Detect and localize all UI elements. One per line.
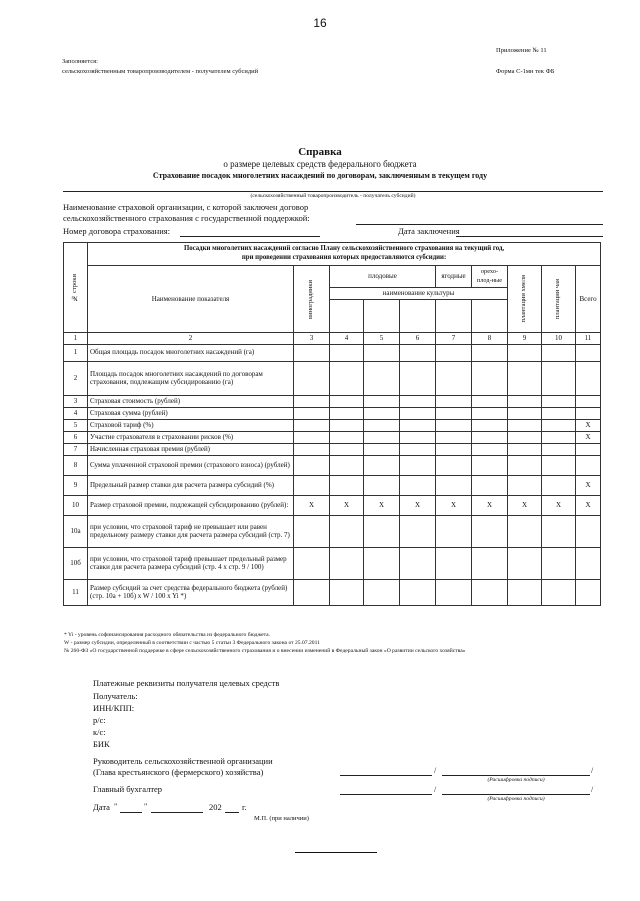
row-number: 10 (64, 495, 88, 515)
table-row (64, 515, 601, 547)
accountant-decode-field[interactable] (442, 794, 590, 795)
insurer-label: Наименование страховой организации, с которой заключен договор (63, 202, 309, 212)
value-cell[interactable] (436, 547, 472, 579)
value-cell[interactable] (472, 515, 508, 547)
value-cell[interactable] (294, 344, 330, 361)
value-cell[interactable] (364, 443, 400, 455)
value-cell[interactable] (364, 455, 400, 475)
value-cell[interactable] (542, 395, 576, 407)
footnotes: * Yi - уровень софинансирования расходного обязательства из федерального бюджета. W - размер субсидии, определенный в соответствии с частью 5 статьи 3 Федерального закона от 25.07.2011 № 260-ФЗ «О государственной поддержке в сфере сельскохозяйственного страхования и о внесении изменений в Федеральный закон «О развитии сельского хозяйства» (64, 632, 466, 654)
value-cell[interactable] (576, 361, 601, 395)
row-indicator-name: Размер страховой премии, подлежащей субсидированию (рублей): (88, 495, 294, 515)
crop-cell[interactable] (436, 300, 472, 333)
value-cell[interactable] (542, 443, 576, 455)
row-number: 11 (64, 579, 88, 605)
subsidy-table (63, 242, 601, 606)
row-number: 5 (64, 419, 88, 431)
row-indicator-name: Участие страхователя в страховании рисков (%) (88, 431, 294, 443)
crop-cell[interactable] (330, 300, 364, 333)
row-number: 10а (64, 515, 88, 547)
column-number: 3 (294, 333, 330, 345)
row-number: 2 (64, 361, 88, 395)
not-applicable-mark: X (472, 495, 508, 515)
crop-cell[interactable] (364, 300, 400, 333)
head-decode-field[interactable] (442, 775, 590, 776)
value-cell[interactable] (436, 579, 472, 605)
row-number: 3 (64, 395, 88, 407)
value-cell[interactable] (330, 515, 364, 547)
table-row (64, 443, 601, 455)
value-cell[interactable] (400, 579, 436, 605)
column-number: 11 (576, 333, 601, 345)
document-subtitle-2: Страхование посадок многолетних насаждений по договорам, заключенным в текущем году (152, 171, 488, 180)
not-applicable-mark: X (364, 495, 400, 515)
contract-date-field[interactable] (456, 236, 603, 237)
row-indicator-name: Страховой тариф (%) (88, 419, 294, 431)
table-row (64, 547, 601, 579)
value-cell[interactable] (330, 361, 364, 395)
value-cell[interactable] (400, 361, 436, 395)
value-cell[interactable] (364, 395, 400, 407)
document-title: Справка (298, 146, 342, 158)
table-row (64, 495, 601, 515)
value-cell[interactable] (472, 443, 508, 455)
col-nut: орехо-плод-ные (472, 266, 508, 288)
value-cell[interactable] (330, 547, 364, 579)
value-cell[interactable] (436, 344, 472, 361)
value-cell[interactable] (508, 515, 542, 547)
value-cell[interactable] (472, 455, 508, 475)
quote-open: " (114, 802, 118, 811)
table-row (64, 475, 601, 495)
recipient-caption: (сельскохозяйственный товаропроизводитель - получатель субсидий) (250, 193, 416, 199)
value-cell[interactable] (436, 455, 472, 475)
value-cell[interactable] (508, 579, 542, 605)
row-number: 1 (64, 344, 88, 361)
value-cell[interactable] (330, 407, 364, 419)
date-day-field[interactable] (120, 812, 142, 813)
row-indicator-name: при условии, что страховой тариф не превышает или равен предельному размеру ставки для расчета размера субсидий (стр. 7) (88, 515, 294, 547)
table-row (64, 431, 601, 443)
value-cell[interactable] (330, 475, 364, 495)
column-number: 9 (508, 333, 542, 345)
contract-number-field[interactable] (180, 236, 320, 237)
value-cell[interactable] (508, 443, 542, 455)
crop-cell[interactable] (472, 300, 508, 333)
value-cell[interactable] (436, 407, 472, 419)
accountant-decode-caption: (Расшифровка подписи) (487, 796, 545, 802)
not-applicable-mark: X (294, 495, 330, 515)
row-indicator-name: при условии, что страховой тариф превышает предельный размер ставки для расчета размера субсидий (стр. 4 x стр. 9 / 100) (88, 547, 294, 579)
value-cell[interactable] (436, 361, 472, 395)
value-cell[interactable] (436, 419, 472, 431)
value-cell[interactable] (472, 344, 508, 361)
value-cell[interactable] (472, 407, 508, 419)
row-number: 10б (64, 547, 88, 579)
value-cell[interactable] (508, 407, 542, 419)
value-cell[interactable] (330, 579, 364, 605)
not-applicable-mark: X (576, 475, 601, 495)
value-cell[interactable] (294, 361, 330, 395)
value-cell[interactable] (364, 431, 400, 443)
not-applicable-mark: X (576, 419, 601, 431)
value-cell[interactable] (436, 443, 472, 455)
value-cell[interactable] (330, 443, 364, 455)
value-cell[interactable] (542, 455, 576, 475)
value-cell[interactable] (400, 407, 436, 419)
value-cell[interactable] (294, 547, 330, 579)
value-cell[interactable] (364, 419, 400, 431)
column-number: 2 (88, 333, 294, 345)
value-cell[interactable] (364, 344, 400, 361)
value-cell[interactable] (330, 455, 364, 475)
column-number: 6 (400, 333, 436, 345)
table-row (64, 361, 601, 395)
value-cell[interactable] (542, 475, 576, 495)
page-number: 16 (313, 16, 327, 30)
value-cell[interactable] (364, 547, 400, 579)
col-fruit: плодовые (330, 266, 436, 288)
value-cell[interactable] (400, 443, 436, 455)
insurer-label-2: сельскохозяйственного страхования с государственной поддержкой: (63, 213, 310, 223)
row-indicator-name: Площадь посадок многолетних насаждений по договорам страхования, подлежащим субсидированию (га) (88, 361, 294, 395)
col-vineyards: виноградники (294, 266, 330, 333)
date-year-suffix: г. (242, 802, 247, 812)
value-cell[interactable] (576, 443, 601, 455)
value-cell[interactable] (436, 515, 472, 547)
value-cell[interactable] (472, 547, 508, 579)
value-cell[interactable] (508, 475, 542, 495)
col-indicator: Наименование показателя (88, 266, 294, 333)
bottom-rule (295, 852, 377, 853)
value-cell[interactable] (542, 407, 576, 419)
row-indicator-name: Сумма уплаченной страховой премии (страхового взноса) (рублей) (88, 455, 294, 475)
row-number: 7 (64, 443, 88, 455)
col-hops: плантации хмеля (508, 266, 542, 333)
col-tea: плантации чая (542, 266, 576, 333)
table-header-top: Посадки многолетних насаждений согласно Плану сельскохозяйственного страхования на текущий год, при проведении страхования которых предоставляются субсидии: (88, 243, 601, 266)
not-applicable-mark: X (400, 495, 436, 515)
value-cell[interactable] (294, 455, 330, 475)
not-applicable-mark: X (330, 495, 364, 515)
value-cell[interactable] (294, 579, 330, 605)
requisites-rs: р/с: (93, 715, 106, 725)
value-cell[interactable] (472, 419, 508, 431)
value-cell[interactable] (508, 419, 542, 431)
value-cell[interactable] (294, 515, 330, 547)
table-row (64, 419, 601, 431)
stamp-label: М.П. (при наличии) (254, 815, 309, 822)
requisites-ks: к/с: (93, 727, 106, 737)
row-indicator-name: Общая площадь посадок многолетних насаждений (га) (88, 344, 294, 361)
head-decode-caption: (Расшифровка подписи) (487, 777, 545, 783)
value-cell[interactable] (400, 455, 436, 475)
value-cell[interactable] (508, 395, 542, 407)
value-cell[interactable] (400, 547, 436, 579)
value-cell[interactable] (294, 395, 330, 407)
value-cell[interactable] (576, 344, 601, 361)
value-cell[interactable] (330, 395, 364, 407)
requisites-bik: БИК (93, 739, 110, 749)
value-cell[interactable] (400, 419, 436, 431)
form-code: Форма С-1мн тек ФБ (496, 68, 555, 75)
row-number: 6 (64, 431, 88, 443)
filled-by-label: Заполняется: (62, 58, 98, 65)
column-number: 5 (364, 333, 400, 345)
value-cell[interactable] (576, 407, 601, 419)
value-cell[interactable] (294, 419, 330, 431)
value-cell[interactable] (400, 475, 436, 495)
slash: / (591, 785, 594, 794)
slash: / (434, 785, 437, 794)
requisites-inn: ИНН/КПП: (93, 703, 135, 713)
value-cell[interactable] (542, 419, 576, 431)
value-cell[interactable] (508, 431, 542, 443)
value-cell[interactable] (542, 579, 576, 605)
value-cell[interactable] (400, 344, 436, 361)
accountant-signature-field[interactable] (340, 794, 432, 795)
not-applicable-mark: X (576, 431, 601, 443)
table-row (64, 344, 601, 361)
not-applicable-mark: X (576, 495, 601, 515)
date-label: Дата (93, 802, 110, 812)
row-indicator-name: Страховая сумма (рублей) (88, 407, 294, 419)
value-cell[interactable] (294, 443, 330, 455)
table-row (64, 407, 601, 419)
value-cell[interactable] (294, 407, 330, 419)
value-cell[interactable] (364, 579, 400, 605)
value-cell[interactable] (576, 579, 601, 605)
value-cell[interactable] (330, 431, 364, 443)
insurer-field[interactable] (356, 224, 603, 225)
table-row (64, 455, 601, 475)
table-row (64, 395, 601, 407)
crop-cell[interactable] (400, 300, 436, 333)
requisites-recipient: Получатель: (93, 691, 138, 701)
date-year-field[interactable] (225, 812, 239, 813)
recipient-line[interactable] (63, 191, 603, 192)
value-cell[interactable] (364, 475, 400, 495)
row-indicator-name: Начисленная страховая премия (рублей) (88, 443, 294, 455)
value-cell[interactable] (542, 431, 576, 443)
value-cell[interactable] (330, 419, 364, 431)
filled-by-value: сельскохозяйственным товаропроизводителем - получателем субсидий (62, 68, 259, 75)
value-cell[interactable] (436, 431, 472, 443)
col-crop-name: наименование культуры (330, 288, 508, 300)
value-cell[interactable] (436, 475, 472, 495)
value-cell[interactable] (472, 361, 508, 395)
column-number: 4 (330, 333, 364, 345)
value-cell[interactable] (472, 431, 508, 443)
value-cell[interactable] (542, 344, 576, 361)
value-cell[interactable] (472, 475, 508, 495)
value-cell[interactable] (364, 407, 400, 419)
col-berry: ягодные (436, 266, 472, 288)
not-applicable-mark: X (508, 495, 542, 515)
value-cell[interactable] (400, 431, 436, 443)
value-cell[interactable] (330, 344, 364, 361)
date-month-field[interactable] (151, 812, 203, 813)
value-cell[interactable] (542, 515, 576, 547)
row-indicator-name: Предельный размер ставки для расчета размера субсидий (%) (88, 475, 294, 495)
row-number: 8 (64, 455, 88, 475)
appendix-label: Приложение № 11 (496, 47, 547, 54)
value-cell[interactable] (542, 361, 576, 395)
value-cell[interactable] (576, 515, 601, 547)
value-cell[interactable] (508, 547, 542, 579)
column-number: 1 (64, 333, 88, 345)
slash: / (434, 766, 437, 775)
not-applicable-mark: X (436, 495, 472, 515)
value-cell[interactable] (400, 515, 436, 547)
quote-close: " (144, 802, 148, 811)
row-indicator-name: Страховая стоимость (рублей) (88, 395, 294, 407)
row-number: 9 (64, 475, 88, 495)
value-cell[interactable] (294, 431, 330, 443)
requisites-title: Платежные реквизиты получателя целевых средств (93, 678, 280, 688)
value-cell[interactable] (400, 395, 436, 407)
accountant-label: Главный бухгалтер (93, 784, 163, 794)
col-total: Всего (576, 266, 601, 333)
value-cell[interactable] (472, 579, 508, 605)
value-cell[interactable] (364, 515, 400, 547)
col-row-no: № строки (64, 243, 88, 333)
contract-number-label: Номер договора страхования: (63, 226, 171, 236)
value-cell[interactable] (436, 395, 472, 407)
not-applicable-mark: X (542, 495, 576, 515)
head-signature-field[interactable] (340, 775, 432, 776)
column-number: 7 (436, 333, 472, 345)
value-cell[interactable] (294, 475, 330, 495)
slash: / (591, 766, 594, 775)
value-cell[interactable] (472, 395, 508, 407)
contract-date-label: Дата заключения (398, 226, 460, 236)
value-cell[interactable] (542, 547, 576, 579)
column-number: 8 (472, 333, 508, 345)
date-year: 202 (209, 802, 222, 812)
column-number: 10 (542, 333, 576, 345)
value-cell[interactable] (364, 361, 400, 395)
value-cell[interactable] (576, 455, 601, 475)
head-label: Руководитель сельскохозяйственной организации (93, 756, 273, 766)
head-label-2: (Глава крестьянского (фермерского) хозяйства) (93, 767, 264, 777)
value-cell[interactable] (508, 344, 542, 361)
table-row (64, 579, 601, 605)
value-cell[interactable] (508, 361, 542, 395)
value-cell[interactable] (508, 455, 542, 475)
document-subtitle: о размере целевых средств федерального бюджета (223, 159, 417, 169)
row-indicator-name: Размер субсидий за счет средства федерального бюджета (рублей) (стр. 10а + 10б) x W / 100 x Yi *) (88, 579, 294, 605)
value-cell[interactable] (576, 547, 601, 579)
value-cell[interactable] (576, 395, 601, 407)
row-number: 4 (64, 407, 88, 419)
